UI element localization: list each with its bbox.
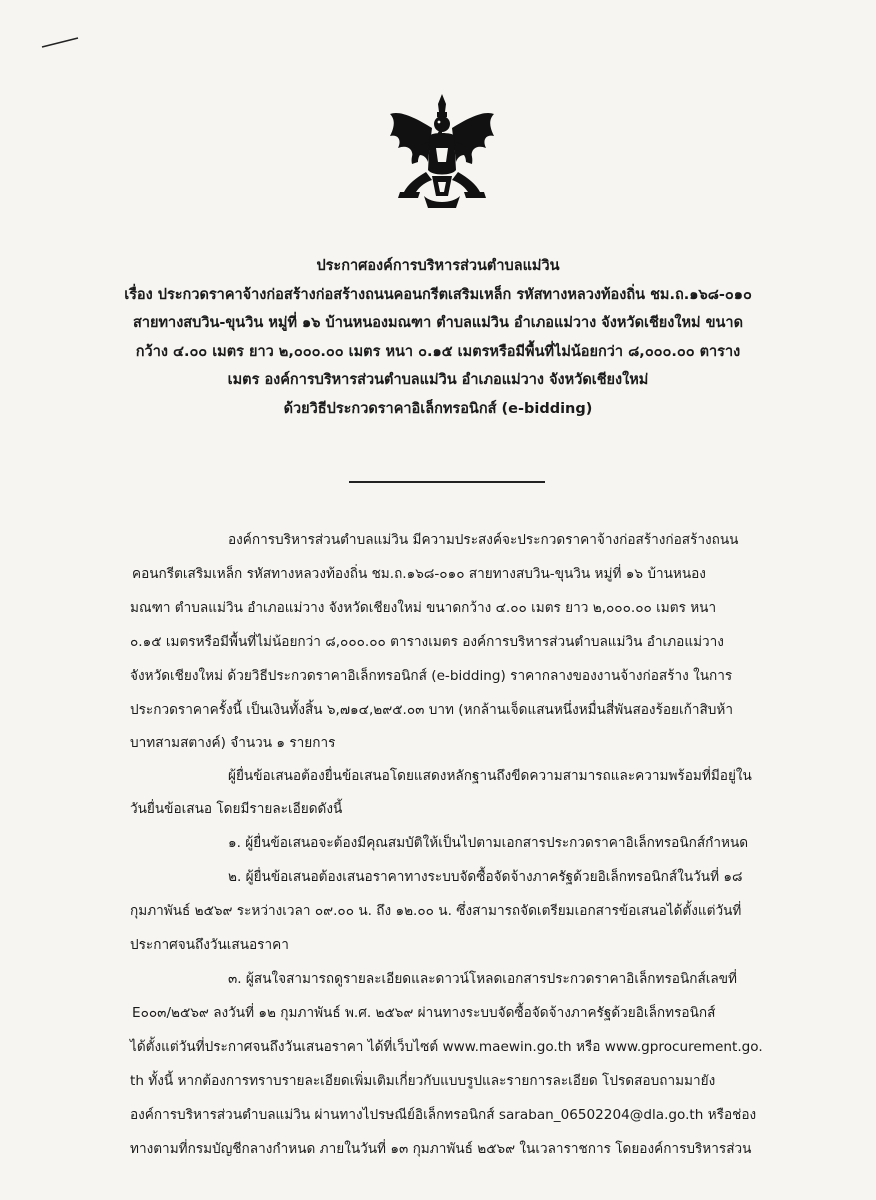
body-line: E๐๐๓/๒๕๖๙ ลงวันที่ ๑๒ กุมภาพันธ์ พ.ศ. ๒๕๖๙ ผ่านทางระบบจัดซื้อจัดจ้างภาครัฐด้วยอิเล็กทรอนิกส์	[132, 1005, 716, 1021]
body-line: ได้ตั้งแต่วันที่ประกาศจนถึงวันเสนอราคา ได้ที่เว็บไซต์ www.maewin.go.th หรือ www.gprocurement.go.	[130, 1039, 763, 1055]
subject-line: สายทางสบวิน-ขุนวิน หมู่ที่ ๑๖ บ้านหนองมณฑา ตำบลแม่วิน อำเภอแม่วาง จังหวัดเชียงใหม่ ขนาด	[133, 315, 743, 331]
body-line: องค์การบริหารส่วนตำบลแม่วิน ผ่านทางไปรษณีย์อิเล็กทรอนิกส์ saraban_06502204@dla.go.th หรือช่อง	[130, 1107, 757, 1123]
body-line: ประกวดราคาครั้งนี้ เป็นเงินทั้งสิ้น ๖,๗๑๔,๒๙๕.๐๓ บาท (หกล้านเจ็ดแสนหนึ่งหมื่นสี่พันสองร้อยเก้าสิบห้า	[130, 702, 734, 718]
body-line: กุมภาพันธ์ ๒๕๖๙ ระหว่างเวลา ๐๙.๐๐ น. ถึง ๑๒.๐๐ น. ซึ่งสามารถจัดเตรียมเอกสารข้อเสนอได้ตั้งแต่วันที่	[130, 903, 742, 919]
subject-line: เมตร องค์การบริหารส่วนตำบลแม่วิน อำเภอแม่วาง จังหวัดเชียงใหม่	[227, 372, 649, 388]
body-line: th ทั้งนี้ หากต้องการทราบรายละเอียดเพิ่มเติมเกี่ยวกับแบบรูปและรายการละเอียด โปรดสอบถามมายัง	[130, 1073, 716, 1089]
subject-line: กว้าง ๔.๐๐ เมตร ยาว ๒,๐๐๐.๐๐ เมตร หนา ๐.๑๕ เมตรหรือมีพื้นที่ไม่น้อยกว่า ๘,๐๐๐.๐๐ ตาราง	[135, 343, 741, 360]
subject-line: เรื่อง ประกวดราคาจ้างก่อสร้างก่อสร้างถนนคอนกรีตเสริมเหล็ก รหัสทางหลวงท้องถิ่น ชม.ถ.๑๖๘-๐๑๐	[124, 286, 752, 303]
announcement-title	[96, 252, 780, 423]
body-line: องค์การบริหารส่วนตำบลแม่วิน มีความประสงค์จะประกวดราคาจ้างก่อสร้างก่อสร้างถนน	[228, 532, 739, 548]
body-line: วันยื่นข้อเสนอ โดยมีรายละเอียดดังนี้	[130, 801, 343, 817]
title-divider	[349, 481, 545, 483]
body-line: จังหวัดเชียงใหม่ ด้วยวิธีประกวดราคาอิเล็กทรอนิกส์ (e-bidding) ราคากลางของงานจ้างก่อสร้าง ในการ	[130, 668, 733, 684]
pen-stroke-mark	[40, 36, 80, 50]
body-line: ๐.๑๕ เมตรหรือมีพื้นที่ไม่น้อยกว่า ๘,๐๐๐.๐๐ ตารางเมตร องค์การบริหารส่วนตำบลแม่วิน อำเภอแม่วาง	[130, 634, 724, 650]
subject-line: ด้วยวิธีประกวดราคาอิเล็กทรอนิกส์ (e-bidding)	[283, 400, 593, 417]
body-line: มณฑา ตำบลแม่วิน อำเภอแม่วาง จังหวัดเชียงใหม่ ขนาดกว้าง ๔.๐๐ เมตร ยาว ๒,๐๐๐.๐๐ เมตร หนา	[130, 600, 717, 616]
garuda-emblem-icon	[386, 92, 498, 210]
list-item: ๓. ผู้สนใจสามารถดูรายละเอียดและดาวน์โหลดเอกสารประกวดราคาอิเล็กทรอนิกส์เลขที่	[228, 971, 738, 987]
body-line: ทางตามที่กรมบัญชีกลางกำหนด ภายในวันที่ ๑๓ กุมภาพันธ์ ๒๕๖๙ ในเวลาราชการ โดยองค์การบริหารส่วน	[130, 1141, 752, 1157]
body-line: ประกาศจนถึงวันเสนอราคา	[130, 937, 289, 953]
body-line: ผู้ยื่นข้อเสนอต้องยื่นข้อเสนอโดยแสดงหลักฐานถึงขีดความสามารถและความพร้อมที่มีอยู่ใน	[228, 768, 752, 784]
list-item: ๒. ผู้ยื่นข้อเสนอต้องเสนอราคาทางระบบจัดซื้อจัดจ้างภาครัฐด้วยอิเล็กทรอนิกส์ในวันที่ ๑๘	[228, 869, 743, 885]
title-line: ประกาศองค์การบริหารส่วนตำบลแม่วิน	[316, 258, 560, 274]
body-line: บาทสามสตางค์) จำนวน ๑ รายการ	[130, 735, 336, 751]
body-line: คอนกรีตเสริมเหล็ก รหัสทางหลวงท้องถิ่น ชม.ถ.๑๖๘-๐๑๐ สายทางสบวิน-ขุนวิน หมู่ที่ ๑๖ บ้านหนอง	[132, 566, 706, 582]
list-item: ๑. ผู้ยื่นข้อเสนอจะต้องมีคุณสมบัติให้เป็นไปตามเอกสารประกวดราคาอิเล็กทรอนิกส์กำหนด	[228, 835, 749, 851]
